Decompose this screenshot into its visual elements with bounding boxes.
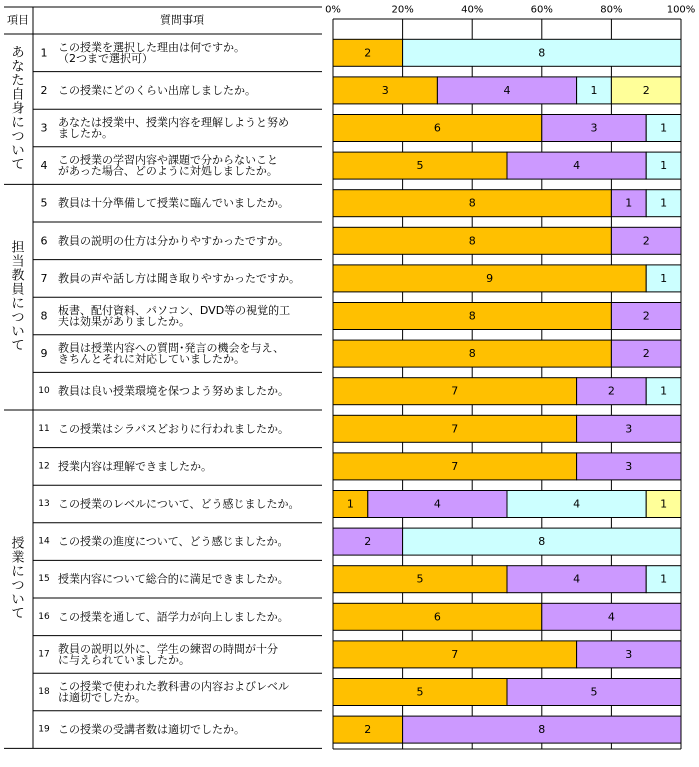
bar-value-label: 2 <box>642 347 650 361</box>
bar-value-label: 8 <box>538 723 546 737</box>
bar-value-label: 2 <box>607 384 615 398</box>
bar-value-label: 1 <box>625 196 633 210</box>
question-text: 教員は良い授業環境を保つよう努めましたか。 <box>58 384 289 398</box>
section-label-char: て <box>11 157 25 173</box>
section-label-char: 担 <box>11 240 25 256</box>
question-number: 7 <box>40 271 48 285</box>
section-label-char: 自 <box>11 87 25 103</box>
bar-value-label: 4 <box>607 610 615 624</box>
bar-value-label: 4 <box>573 572 581 586</box>
bar-value-label: 2 <box>642 309 650 323</box>
header-question-label: 質問事項 <box>160 13 204 27</box>
section-label-char: 当 <box>11 254 25 270</box>
section-label-char: て <box>11 606 25 622</box>
x-tick-label: 40% <box>461 4 484 16</box>
bar-value-label: 4 <box>503 83 511 97</box>
question-number: 5 <box>40 196 48 210</box>
bar-value-label: 8 <box>468 196 476 210</box>
bar-value-label: 1 <box>660 159 668 173</box>
header-item-label: 項目 <box>7 13 29 27</box>
bar-value-label: 6 <box>433 610 441 624</box>
bar-value-label: 8 <box>538 535 546 549</box>
bar-value-label: 1 <box>660 572 668 586</box>
bar-value-label: 2 <box>364 723 372 737</box>
question-number: 1 <box>40 46 48 60</box>
bar-value-label: 1 <box>660 196 668 210</box>
section-label-char: な <box>11 59 25 75</box>
bar-value-label: 5 <box>416 159 424 173</box>
question-text: 教員は十分準備して授業に臨んでいましたか。 <box>58 196 289 210</box>
bar-value-label: 4 <box>433 497 441 511</box>
x-tick-label: 60% <box>530 4 553 16</box>
chart-bars <box>333 39 681 743</box>
bar-value-label: 8 <box>468 347 476 361</box>
bar-value-label: 7 <box>451 422 459 436</box>
bar-value-label: 3 <box>381 83 389 97</box>
section-label-char: 業 <box>11 550 25 566</box>
question-text: 教員は授業内容への質問･発言の機会を与え、 <box>58 341 285 355</box>
bar-value-label: 2 <box>642 83 650 97</box>
bar-value-label: 4 <box>573 497 581 511</box>
question-text: 夫は効果がありましたか。 <box>58 315 190 328</box>
question-text: この授業の進度について、どう感じましたか。 <box>58 535 289 549</box>
bar-value-label: 6 <box>433 121 441 135</box>
question-number: 15 <box>38 574 50 585</box>
question-text: 板書、配付資料、パソコン、DVD等の視覚的工 <box>58 304 291 317</box>
question-number: 14 <box>38 536 50 547</box>
bar-value-label: 2 <box>364 46 372 60</box>
bar-value-label: 2 <box>642 234 650 248</box>
question-text: この授業を選択した理由は何ですか。 <box>58 40 245 54</box>
bar-value-label: 8 <box>468 234 476 248</box>
question-text: この授業の学習内容や課題で分からないこと <box>58 153 278 167</box>
question-table <box>4 7 322 748</box>
section-label-char: つ <box>11 129 25 145</box>
bar-value-label: 3 <box>590 121 598 135</box>
question-text: 教員の説明の仕方は分かりやすかったですか。 <box>58 234 289 248</box>
question-number: 8 <box>40 309 48 323</box>
bar-value-label: 8 <box>468 309 476 323</box>
bar-value-label: 4 <box>573 159 581 173</box>
question-number: 3 <box>40 121 48 135</box>
bar-value-label: 1 <box>590 83 598 97</box>
section-label-char: た <box>11 73 25 89</box>
section-label-char: 身 <box>11 101 25 117</box>
bar-value-label: 9 <box>486 271 494 285</box>
section-label-char: 授 <box>11 536 25 552</box>
section-label-char: に <box>11 296 25 312</box>
x-tick-label: 100% <box>666 4 696 16</box>
bar-value-label: 2 <box>364 535 372 549</box>
chart-x-axis <box>325 5 695 16</box>
section-label <box>11 240 24 354</box>
question-number: 17 <box>38 649 50 660</box>
question-text: この授業はシラバスどおりに行われましたか。 <box>58 422 289 436</box>
bar-value-label: 1 <box>660 497 668 511</box>
question-text: この授業のレベルについて、どう感じましたか。 <box>58 497 300 511</box>
question-number: 13 <box>38 499 50 509</box>
question-text: （2つまで選択可） <box>58 51 153 65</box>
bar-value-label: 8 <box>538 46 546 60</box>
question-number: 16 <box>38 611 50 622</box>
question-text: ましたか。 <box>58 127 113 140</box>
bar-value-label: 7 <box>451 384 459 398</box>
question-number: 9 <box>40 347 48 361</box>
section-label <box>11 536 24 622</box>
question-number: 18 <box>38 687 50 697</box>
section-label-char: つ <box>11 578 25 594</box>
bar-value-label: 1 <box>346 497 354 511</box>
section-label-char: に <box>11 115 25 131</box>
question-number: 2 <box>40 83 48 97</box>
question-text: 授業内容は理解できましたか。 <box>58 459 212 473</box>
question-text: があった場合、どのように対処しましたか。 <box>58 164 278 178</box>
question-text: この授業を通して、語学力が向上しましたか。 <box>58 610 289 624</box>
section-label-char: て <box>11 338 25 354</box>
question-text: あなたは授業中、授業内容を理解しようと努め <box>58 116 289 129</box>
bar-value-label: 3 <box>625 422 633 436</box>
section-label-char: つ <box>11 310 25 326</box>
bar-value-label: 7 <box>451 647 459 661</box>
bar-value-label: 5 <box>590 685 598 699</box>
bar-value-label: 5 <box>416 685 424 699</box>
x-tick-label: 0% <box>325 4 341 16</box>
bar-value-label: 5 <box>416 572 424 586</box>
question-text: この授業の受講者数は適切でしたか。 <box>58 723 245 737</box>
question-text: 教員の説明以外に、学生の練習の時間が十分 <box>58 642 278 656</box>
section-label <box>11 46 24 173</box>
question-number: 12 <box>38 461 50 472</box>
bar-value-label: 1 <box>660 384 668 398</box>
question-text: に与えられていましたか。 <box>58 653 190 667</box>
section-label-char: い <box>11 592 25 608</box>
section-label-char: 員 <box>11 282 25 298</box>
x-tick-label: 20% <box>391 4 414 16</box>
question-text: は適切でしたか。 <box>58 691 146 704</box>
section-label-char: あ <box>11 45 25 61</box>
question-number: 4 <box>40 159 48 173</box>
question-number: 6 <box>40 234 48 248</box>
question-text: この授業にどのくらい出席しましたか。 <box>58 83 256 97</box>
question-text: きちんとそれに対応していましたか。 <box>58 352 245 366</box>
section-label-char: い <box>11 324 25 340</box>
bar-value-label: 1 <box>660 121 668 135</box>
bar-value-label: 1 <box>660 271 668 285</box>
section-label-char: 教 <box>11 268 25 284</box>
bar-value-label: 7 <box>451 459 459 473</box>
question-number: 19 <box>38 724 50 735</box>
question-text: 教員の声や話し方は聞き取りやすかったですか。 <box>58 271 300 285</box>
bar-value-label: 3 <box>625 647 633 661</box>
question-text: この授業で使われた教科書の内容およびレベル <box>58 680 289 693</box>
question-number: 10 <box>38 386 50 397</box>
x-tick-label: 80% <box>600 4 623 16</box>
question-number: 11 <box>38 423 50 434</box>
question-text: 授業内容について総合的に満足できましたか。 <box>58 572 289 586</box>
bar-value-label: 3 <box>625 459 633 473</box>
section-label-char: に <box>11 564 25 580</box>
section-label-char: い <box>11 143 25 159</box>
